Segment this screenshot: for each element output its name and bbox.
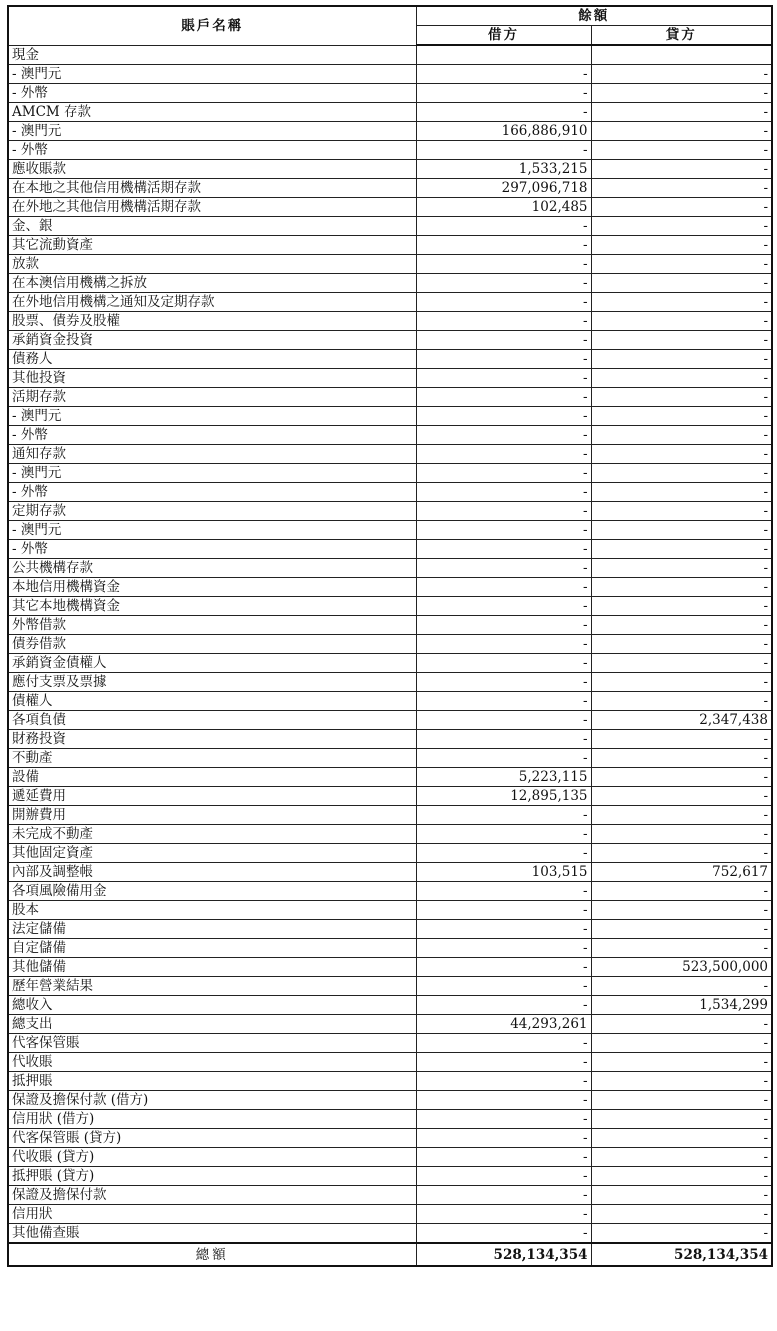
table-row [8,939,772,958]
table-row [8,958,772,977]
credit-cell: - [591,1015,772,1034]
credit-cell: - [591,160,772,179]
account-name-cell: 在外地信用機構之通知及定期存款 [8,293,416,312]
debit-cell: - [416,502,591,521]
debit-cell: - [416,1129,591,1148]
credit-cell: 523,500,000 [591,958,772,977]
table-row [8,274,772,293]
credit-cell: - [591,179,772,198]
credit-cell: - [591,369,772,388]
debit-cell: - [416,711,591,730]
credit-cell: - [591,1148,772,1167]
credit-cell: - [591,825,772,844]
debit-cell: 12,895,135 [416,787,591,806]
credit-cell: - [591,84,772,103]
account-name-cell: 股本 [8,901,416,920]
debit-cell: - [416,445,591,464]
debit-cell: 5,223,115 [416,768,591,787]
account-name-cell: 在本地之其他信用機構活期存款 [8,179,416,198]
credit-cell: - [591,901,772,920]
credit-cell: - [591,844,772,863]
table-row [8,1091,772,1110]
account-name-cell: 未完成不動產 [8,825,416,844]
credit-cell: - [591,616,772,635]
account-name-cell: 各項負債 [8,711,416,730]
debit-cell: 1,533,215 [416,160,591,179]
account-name-cell: AMCM 存款 [8,103,416,122]
credit-cell: - [591,293,772,312]
table-row [8,730,772,749]
credit-cell: - [591,1224,772,1244]
credit-cell: - [591,65,772,84]
debit-cell: - [416,1167,591,1186]
account-name-header: 賬戶名稱 [8,6,416,45]
debit-cell: - [416,844,591,863]
account-name-cell: 代客保管賬 [8,1034,416,1053]
debit-cell [416,45,591,65]
credit-cell: - [591,730,772,749]
credit-cell [591,45,772,65]
table-row [8,635,772,654]
credit-cell: - [591,426,772,445]
credit-cell: - [591,521,772,540]
balance-header: 餘額 [416,6,772,26]
account-name-cell: - 外幣 [8,483,416,502]
account-name-cell: - 外幣 [8,141,416,160]
debit-cell: - [416,920,591,939]
table-row [8,787,772,806]
debit-cell: - [416,616,591,635]
credit-cell: - [591,1072,772,1091]
account-name-cell: 保證及擔保付款 [8,1186,416,1205]
table-row [8,103,772,122]
account-name-cell: 不動產 [8,749,416,768]
credit-cell: - [591,597,772,616]
table-row [8,1148,772,1167]
table-row [8,996,772,1015]
table-row [8,521,772,540]
credit-cell: - [591,749,772,768]
table-row [8,179,772,198]
credit-cell: - [591,312,772,331]
credit-cell: - [591,635,772,654]
credit-cell: - [591,673,772,692]
credit-cell: - [591,806,772,825]
account-name-cell: 遞延費用 [8,787,416,806]
credit-cell: - [591,122,772,141]
debit-cell: - [416,901,591,920]
table-row [8,312,772,331]
debit-cell: - [416,996,591,1015]
credit-cell: - [591,1205,772,1224]
balance-table [7,5,773,1267]
debit-cell: 44,293,261 [416,1015,591,1034]
debit-cell: - [416,274,591,293]
table-row [8,540,772,559]
table-row [8,673,772,692]
credit-cell: - [591,1034,772,1053]
debit-cell: - [416,1072,591,1091]
debit-cell: - [416,426,591,445]
credit-cell: - [591,654,772,673]
account-name-cell: - 澳門元 [8,407,416,426]
table-row [8,559,772,578]
table-row [8,84,772,103]
credit-cell: - [591,445,772,464]
account-name-cell: - 外幣 [8,540,416,559]
credit-cell: - [591,198,772,217]
credit-cell: - [591,977,772,996]
credit-cell: - [591,540,772,559]
credit-cell: 1,534,299 [591,996,772,1015]
account-name-cell: 代收賬 [8,1053,416,1072]
debit-cell: - [416,236,591,255]
table-row [8,825,772,844]
table-row [8,863,772,882]
account-name-cell: - 外幣 [8,84,416,103]
table-row [8,331,772,350]
debit-cell: 103,515 [416,863,591,882]
credit-cell: - [591,787,772,806]
table-row [8,464,772,483]
debit-cell: - [416,388,591,407]
debit-cell: - [416,141,591,160]
account-name-cell: 其他儲備 [8,958,416,977]
credit-cell: - [591,1091,772,1110]
debit-cell: - [416,825,591,844]
credit-cell: - [591,350,772,369]
account-name-cell: 在外地之其他信用機構活期存款 [8,198,416,217]
table-body [8,45,772,1243]
debit-cell: - [416,84,591,103]
account-name-cell: - 外幣 [8,426,416,445]
debit-cell: - [416,673,591,692]
debit-cell: - [416,977,591,996]
table-row [8,1110,772,1129]
credit-cell: - [591,692,772,711]
credit-cell: - [591,407,772,426]
account-name-cell: 歷年營業結果 [8,977,416,996]
table-row [8,217,772,236]
account-name-cell: 法定儲備 [8,920,416,939]
account-name-cell: 總收入 [8,996,416,1015]
table-row [8,369,772,388]
table-row [8,45,772,65]
debit-cell: - [416,65,591,84]
account-name-cell: 各項風險備用金 [8,882,416,901]
credit-cell: - [591,768,772,787]
debit-cell: - [416,369,591,388]
credit-cell: - [591,141,772,160]
table-row [8,1072,772,1091]
table-row [8,198,772,217]
table-row [8,1186,772,1205]
debit-cell: - [416,958,591,977]
account-name-cell: 其他固定資產 [8,844,416,863]
table-row [8,768,772,787]
debit-cell: 297,096,718 [416,179,591,198]
debit-cell: - [416,1091,591,1110]
debit-cell: - [416,1148,591,1167]
table-row [8,426,772,445]
debit-cell: - [416,1034,591,1053]
debit-cell: - [416,1053,591,1072]
account-name-cell: 金、銀 [8,217,416,236]
debit-cell: - [416,103,591,122]
credit-cell: - [591,331,772,350]
credit-cell: - [591,502,772,521]
debit-cell: - [416,331,591,350]
account-name-cell: 放款 [8,255,416,274]
credit-cell: - [591,1186,772,1205]
account-name-cell: - 澳門元 [8,464,416,483]
account-name-cell: - 澳門元 [8,521,416,540]
debit-cell: - [416,730,591,749]
account-name-cell: 其他投資 [8,369,416,388]
account-name-cell: 外幣借款 [8,616,416,635]
account-name-cell: 內部及調整帳 [8,863,416,882]
account-name-cell: 在本澳信用機構之拆放 [8,274,416,293]
account-name-cell: 代客保管賬 (貸方) [8,1129,416,1148]
account-name-cell: 其它流動資產 [8,236,416,255]
account-name-cell: 定期存款 [8,502,416,521]
debit-cell: - [416,578,591,597]
debit-cell: - [416,483,591,502]
account-name-cell: 設備 [8,768,416,787]
credit-cell: - [591,274,772,293]
table-row [8,749,772,768]
debit-cell: - [416,1110,591,1129]
table-row [8,445,772,464]
account-name-cell: 現金 [8,45,416,65]
account-name-cell: 股票、債券及股權 [8,312,416,331]
credit-cell: - [591,578,772,597]
credit-cell: - [591,559,772,578]
account-name-cell: 代收賬 (貸方) [8,1148,416,1167]
credit-cell: - [591,255,772,274]
table-row [8,483,772,502]
table-row [8,711,772,730]
table-row [8,236,772,255]
account-name-cell: 保證及擔保付款 (借方) [8,1091,416,1110]
table-row [8,141,772,160]
table-row [8,388,772,407]
debit-cell: - [416,1205,591,1224]
credit-cell: - [591,1053,772,1072]
account-name-cell: 通知存款 [8,445,416,464]
account-name-cell: 本地信用機構資金 [8,578,416,597]
debit-cell: - [416,559,591,578]
debit-cell: - [416,654,591,673]
debit-cell: - [416,255,591,274]
account-name-cell: 開辦費用 [8,806,416,825]
credit-cell: - [591,217,772,236]
credit-cell: - [591,920,772,939]
account-name-cell: 抵押賬 [8,1072,416,1091]
debit-cell: - [416,806,591,825]
credit-cell: - [591,1129,772,1148]
account-name-cell: 應付支票及票據 [8,673,416,692]
table-row [8,407,772,426]
table-row [8,616,772,635]
table-row [8,806,772,825]
account-name-cell: 總支出 [8,1015,416,1034]
debit-cell: - [416,217,591,236]
debit-cell: - [416,882,591,901]
table-row [8,122,772,141]
debit-cell: - [416,635,591,654]
table-row [8,1015,772,1034]
debit-cell: 102,485 [416,198,591,217]
account-name-cell: 信用狀 [8,1205,416,1224]
account-name-cell: 其他備查賬 [8,1224,416,1244]
table-row [8,1205,772,1224]
credit-cell: - [591,1110,772,1129]
account-name-cell: 公共機構存款 [8,559,416,578]
account-name-cell: 自定儲備 [8,939,416,958]
account-name-cell: - 澳門元 [8,122,416,141]
debit-cell: - [416,1186,591,1205]
credit-cell: - [591,483,772,502]
debit-cell: - [416,597,591,616]
total-row [8,1243,772,1266]
table-row [8,502,772,521]
table-row [8,160,772,179]
account-name-cell: 抵押賬 (貸方) [8,1167,416,1186]
table-row [8,1167,772,1186]
account-name-cell: 財務投資 [8,730,416,749]
credit-cell: - [591,388,772,407]
table-row [8,920,772,939]
table-row [8,1053,772,1072]
credit-header: 貸方 [591,26,772,46]
debit-cell: - [416,521,591,540]
debit-cell: - [416,293,591,312]
credit-cell: - [591,1167,772,1186]
table-row [8,654,772,673]
table-row [8,1034,772,1053]
debit-cell: - [416,464,591,483]
debit-cell: - [416,939,591,958]
debit-cell: - [416,407,591,426]
table-row [8,578,772,597]
debit-cell: - [416,1224,591,1244]
debit-cell: - [416,312,591,331]
table-row [8,844,772,863]
table-row [8,692,772,711]
account-name-cell: 應收賬款 [8,160,416,179]
debit-cell: 166,886,910 [416,122,591,141]
debit-cell: - [416,540,591,559]
debit-cell: - [416,350,591,369]
credit-cell: - [591,882,772,901]
account-name-cell: 債權人 [8,692,416,711]
table-row [8,901,772,920]
total-credit: 528,134,354 [591,1243,772,1266]
credit-cell: - [591,464,772,483]
table-row [8,65,772,84]
credit-cell: 2,347,438 [591,711,772,730]
table-row [8,293,772,312]
table-row [8,255,772,274]
debit-cell: - [416,749,591,768]
account-name-cell: 承銷資金投資 [8,331,416,350]
credit-cell: 752,617 [591,863,772,882]
total-debit: 528,134,354 [416,1243,591,1266]
debit-cell: - [416,692,591,711]
account-name-cell: 債務人 [8,350,416,369]
table-row [8,350,772,369]
table-row [8,1224,772,1244]
account-name-cell: 其它本地機構資金 [8,597,416,616]
debit-header: 借方 [416,26,591,46]
account-name-cell: 活期存款 [8,388,416,407]
total-label: 總額 [8,1243,416,1266]
credit-cell: - [591,939,772,958]
table-row [8,882,772,901]
table-row [8,1129,772,1148]
credit-cell: - [591,236,772,255]
table-row [8,977,772,996]
account-name-cell: 承銷資金債權人 [8,654,416,673]
account-name-cell: 債券借款 [8,635,416,654]
table-row [8,597,772,616]
credit-cell: - [591,103,772,122]
account-name-cell: - 澳門元 [8,65,416,84]
account-name-cell: 信用狀 (借方) [8,1110,416,1129]
